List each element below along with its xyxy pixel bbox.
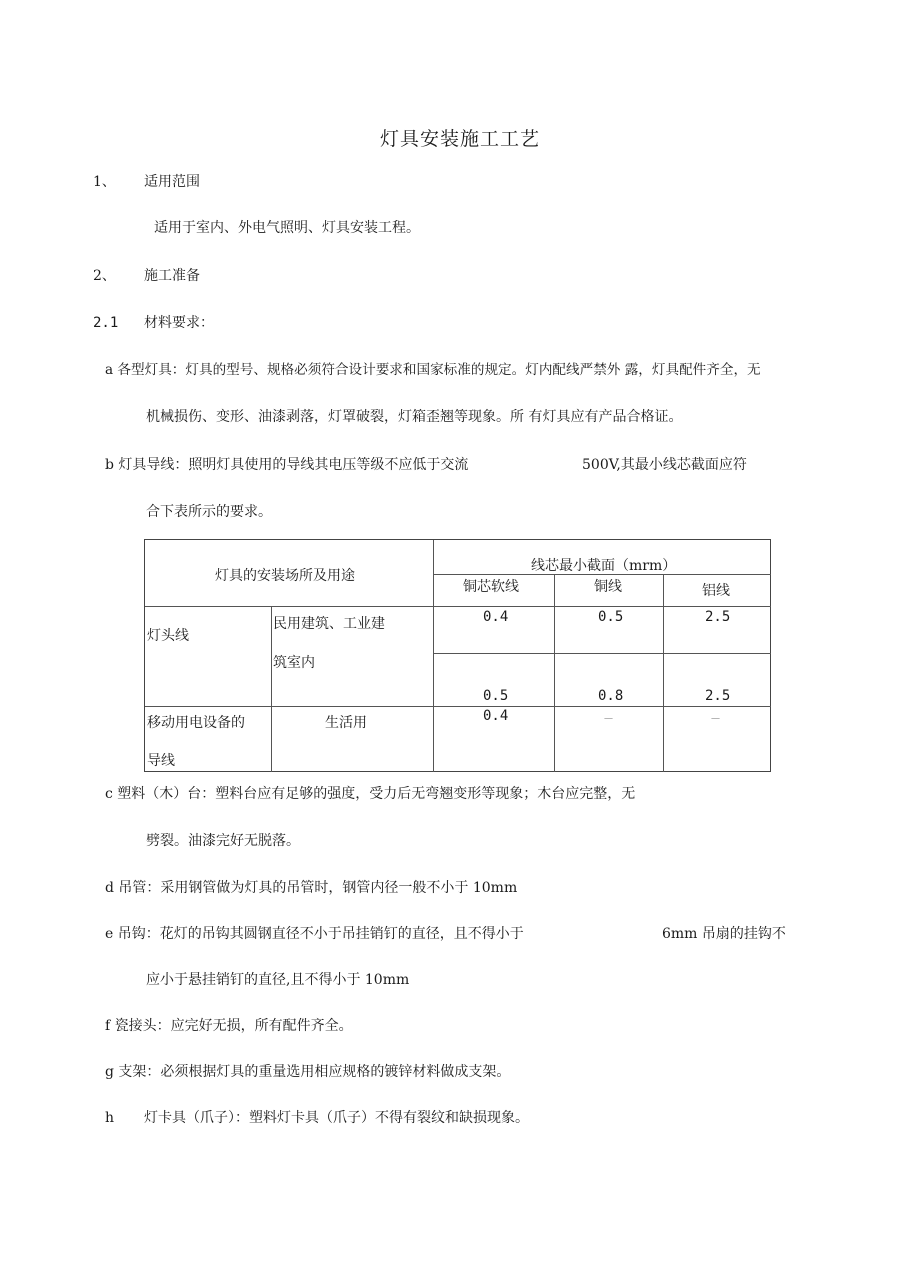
row-2-copper: —	[604, 714, 613, 724]
row-1-sub-line-1: 民用建筑、工业建	[273, 616, 385, 632]
item-b-line-1-right: 500V,其最小线芯截面应符	[582, 457, 747, 473]
item-c-line-1: c 塑料（木）台：塑料台应有足够的强度，受力后无弯翘变形等现象；木台应完整，无	[105, 786, 636, 802]
item-d-line-1: d 吊管：采用钢管做为灯具的吊管时，钢管内径一般不小于 10mm	[105, 880, 518, 896]
section-1-body: 适用于室内、外电气照明、灯具安装工程。	[154, 220, 420, 236]
item-a-line-2: 机械损伤、变形、油漆剥落，灯罩破裂，灯箱歪翘等现象。所 有灯具应有产品合格证。	[146, 409, 683, 425]
row-1-label: 灯头线	[147, 628, 189, 644]
row-1b-copper-soft: 0.5	[483, 688, 509, 704]
header-min-section: 线芯最小截面（mrm）	[531, 558, 677, 574]
item-a-line-1: a 各型灯具：灯具的型号、规格必须符合设计要求和国家标准的规定。灯内配线严禁外 露，灯具配件齐全，无	[105, 362, 761, 378]
item-e-line-1-left: e 吊钩：花灯的吊钩其圆钢直径不小于吊挂销钉的直径，且不得小于	[105, 926, 524, 942]
row-1a-copper: 0.5	[598, 609, 624, 625]
section-1-number: 1、	[93, 174, 116, 190]
row-2-sub: 生活用	[325, 715, 367, 731]
item-b-line-2: 合下表所示的要求。	[146, 504, 272, 520]
item-f-line-1: f 瓷接头：应完好无损，所有配件齐全。	[105, 1018, 353, 1034]
item-e-line-1-right: 6mm 吊扇的挂钩不	[662, 926, 786, 942]
col-aluminum: 铝线	[702, 583, 730, 599]
item-h-letter: h	[105, 1110, 115, 1126]
col-copper: 铜线	[594, 579, 622, 595]
row-2-aluminum: —	[711, 714, 720, 724]
row-2-copper-soft: 0.4	[483, 708, 509, 724]
wire-section-table	[144, 539, 771, 772]
section-2-number: 2、	[93, 268, 116, 284]
item-g-line-1: g 支架：必须根据灯具的重量选用相应规格的镀锌材料做成支架。	[105, 1064, 511, 1080]
section-1-heading: 适用范围	[144, 174, 200, 190]
row-2-label-line-2: 导线	[147, 753, 175, 769]
col-copper-soft: 铜芯软线	[463, 579, 519, 595]
item-e-line-2: 应小于悬挂销钉的直径,且不得小于 10mm	[146, 972, 410, 988]
row-1a-copper-soft: 0.4	[483, 609, 509, 625]
row-1-sub-line-2: 筑室内	[273, 655, 315, 671]
item-c-line-2: 劈裂。油漆完好无脱落。	[146, 833, 300, 849]
row-2-label-line-1: 移动用电设备的	[147, 715, 245, 731]
row-1b-aluminum: 2.5	[705, 688, 731, 704]
item-b-line-1-left: b 灯具导线：照明灯具使用的导线其电压等级不应低于交流	[105, 457, 469, 473]
section-2-1-number: 2.1	[93, 315, 119, 331]
header-usage: 灯具的安装场所及用途	[215, 568, 355, 584]
item-h-text: 灯卡具（爪子）：塑料灯卡具（爪子）不得有裂纹和缺损现象。	[144, 1110, 529, 1126]
section-2-1-heading: 材料要求：	[144, 315, 214, 331]
row-1a-aluminum: 2.5	[705, 609, 731, 625]
page-title: 灯具安装施工工艺	[379, 128, 540, 150]
row-1b-copper: 0.8	[598, 688, 624, 704]
section-2-heading: 施工准备	[144, 268, 200, 284]
